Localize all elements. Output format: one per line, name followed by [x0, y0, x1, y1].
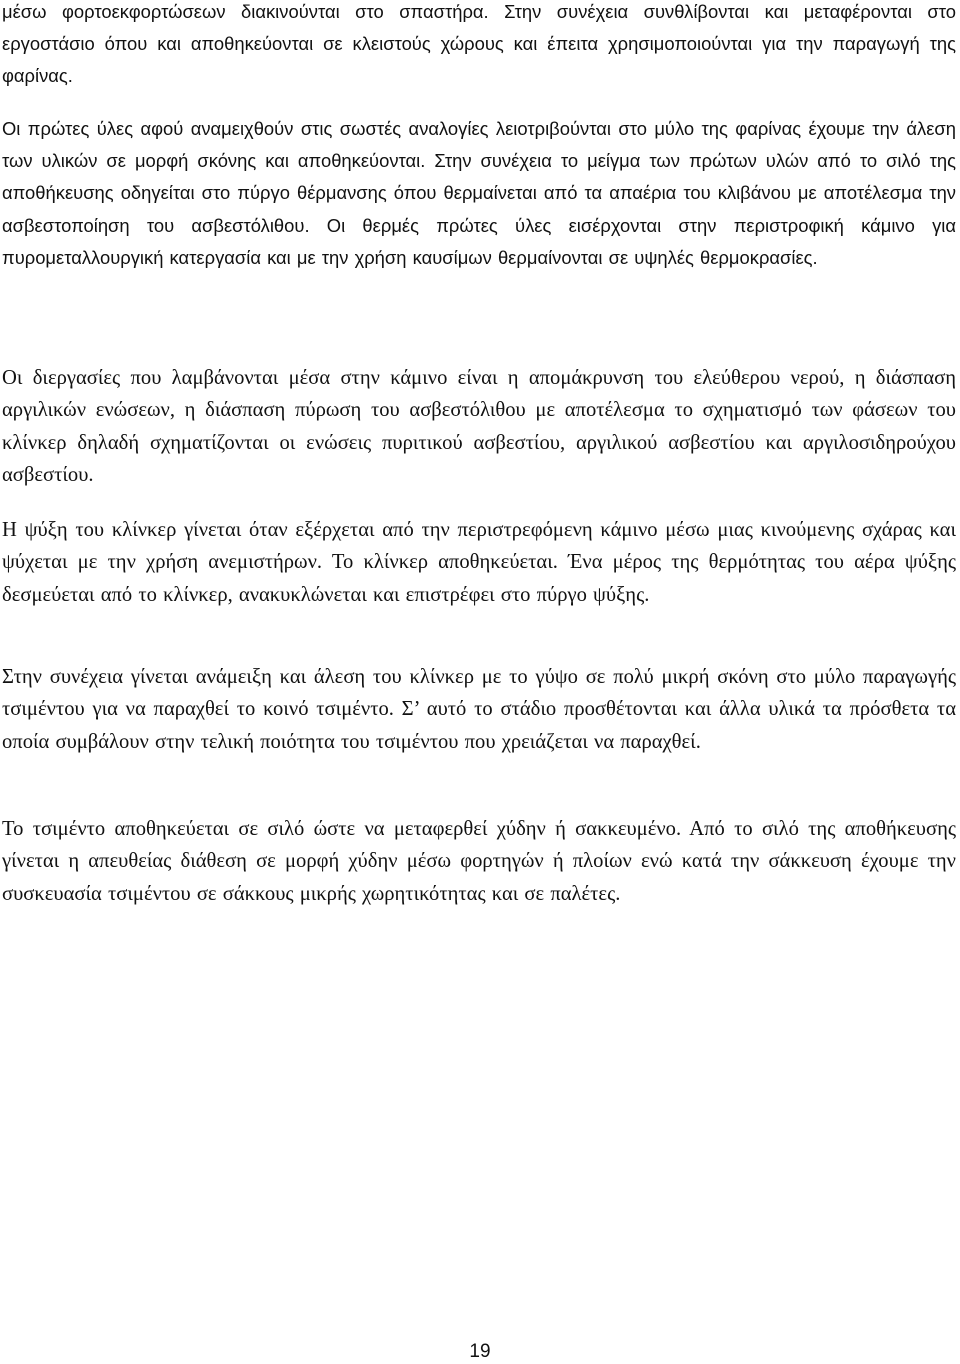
paragraph-kiln-processes: Οι διεργασίες που λαμβάνονται μέσα στην κάμινο είναι η απομάκρυνση του ελεύθερου νερού, η διάσπαση αργιλικών ενώσεων, η διάσπαση πύρωση του ασβεστόλιθου με αποτέλεσμα το σχηματισμό των φάσεων του κλίνκερ δηλαδή σχηματίζονται οι ενώσεις πυριτικού ασβεστίου, αργιλικού ασβεστίου και αργιλοσιδηρούχου ασβεστίου.: [2, 367, 956, 486]
paragraph-cement-storage: Το τσιμέντο αποθηκεύεται σε σιλό ώστε να μεταφερθεί χύδην ή σακκευμένο. Από το σιλό της αποθήκευσης γίνεται η απευθείας διάθεση σε μορφή χύδην μέσω φορτηγών ή πλοίων ενώ κατά την σάκκευση έχουμε την συσκευασία τσιμέντου σε σάκκους μικρής χωρητικότητας και σε παλέτες.: [2, 818, 956, 905]
paragraph-crushing: μέσω φορτοεκφορτώσεων διακινούνται στο σπαστήρα. Στην συνέχεια συνθλίβονται και μεταφέρονται στο εργοστάσιο όπου και αποθηκεύονται σε κλειστούς χώρους και έπειτα χρησιμοποιούνται για την παραγωγή της φαρίνας.: [2, 1, 956, 87]
page-number: 19: [469, 1341, 491, 1362]
paragraph-cement-grinding: Στην συνέχεια γίνεται ανάμειξη και άλεση του κλίνκερ με το γύψο σε πολύ μικρή σκόνη στο μύλο παραγωγής τσιμέντου για να παραχθεί το κοινό τσιμέντο. Σ’ αυτό το στάδιο προσθέτονται και άλλα υλικά τα πρόσθετα τα οποία συμβάλουν στην τελική ποιότητα του τσιμέντου που χρειάζεται να παραχθεί.: [2, 666, 956, 753]
paragraph-raw-meal: Οι πρώτες ύλες αφού αναμειχθούν στις σωστές αναλογίες λειοτριβούνται στο μύλο της φαρίνας έχουμε την άλεση των υλικών σε μορφή σκόνης και αποθηκεύονται. Στην συνέχεια το μείγμα των πρώτων υλών από το σιλό της αποθήκευσης οδηγείται στο πύργο θέρμανσης όπου θερμαίνεται από τα απαέρια του κλιβάνου με αποτέλεσμα την ασβεστοποίηση του ασβεστόλιθου. Οι θερμές πρώτες ύλες εισέρχονται στην περιστροφική κάμινο για πυρομεταλλουργική κατεργασία και με την χρήση καυσίμων θερμαίνονται σε υψηλές θερμοκρασίες.: [2, 118, 956, 268]
paragraph-clinker-cooling: Η ψύξη του κλίνκερ γίνεται όταν εξέρχεται από την περιστρεφόμενη κάμινο μέσω μιας κινούμενης σχάρας και ψύχεται με την χρήση ανεμιστήρων. Το κλίνκερ αποθηκεύεται. Ένα μέρος της θερμότητας του αέρα ψύξης δεσμεύεται από το κλίνκερ, ανακυκλώνεται και επιστρέφει στο πύργο ψύξης.: [2, 519, 956, 606]
